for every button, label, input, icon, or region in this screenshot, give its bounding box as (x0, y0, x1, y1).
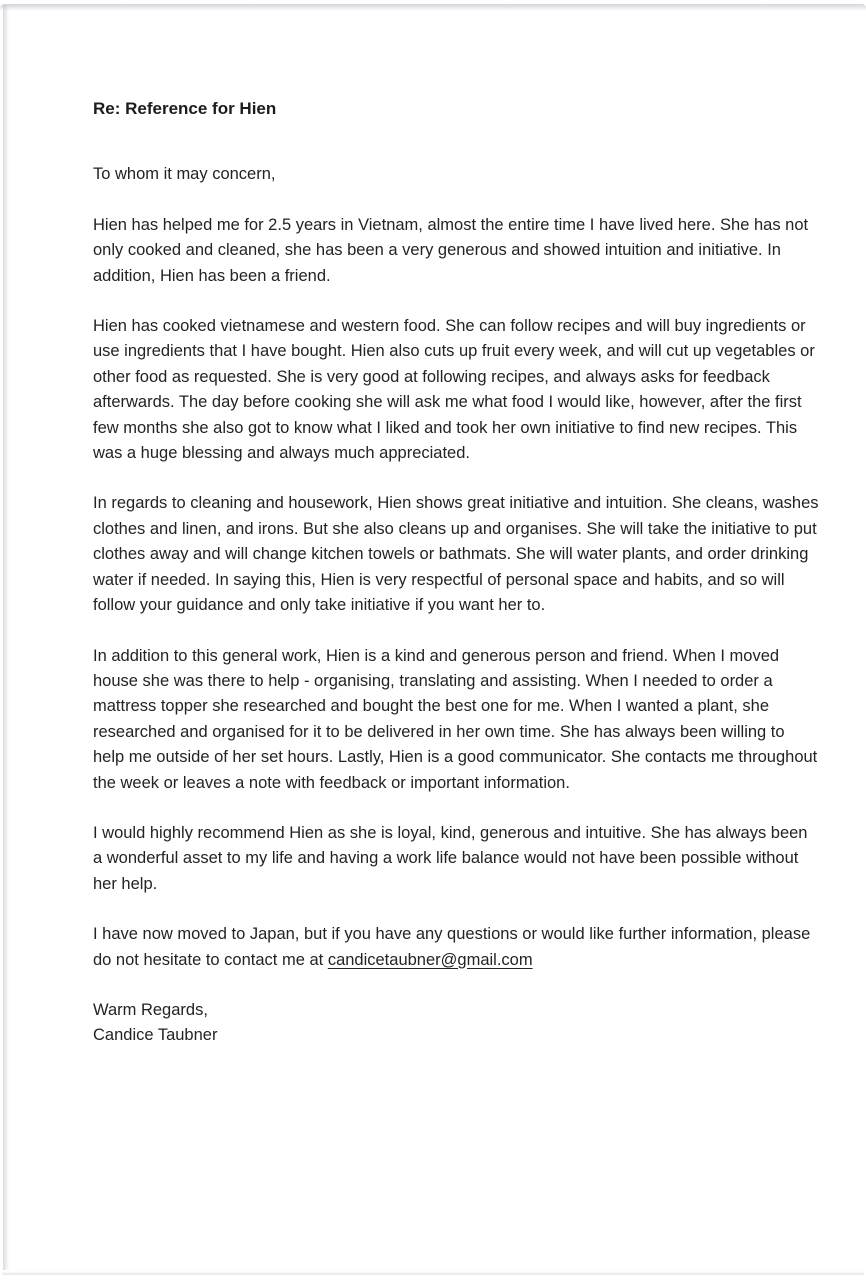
page-top-edge (0, 4, 866, 11)
letter-paragraph: In regards to cleaning and housework, Hien shows great initiative and intuition. She cleans, washes clothes and linen, and irons. But she also cleans up and organises. She will take the initiative to put clothes away and will change kitchen towels or bathmats. She will water plants, and order drinking water if needed. In saying this, Hien is very respectful of personal space and habits, and so will follow your guidance and only take initiative if you want her to. (93, 494, 819, 615)
closing-block (93, 998, 820, 1049)
page-left-edge (3, 5, 9, 1270)
contact-text: I have now moved to Japan, but if you have any questions or would like further information, please do not hesitate to contact me at (93, 925, 811, 969)
letter-paragraph: Hien has cooked vietnamese and western food. She can follow recipes and will buy ingredients or use ingredients that I have bought. Hien also cuts up fruit every week, and will cut up vegetables or other food as requested. She is very good at following recipes, and always asks for feedback afterwards. The day before cooking she will ask me what food I would like, however, after the first few months she also got to know what I liked and took her own initiative to find new recipes. This was a huge blessing and always much appreciated. (93, 317, 815, 463)
letter-signature: Candice Taubner (93, 1026, 218, 1045)
page-bottom-edge (2, 1271, 864, 1275)
contact-paragraph (93, 922, 820, 973)
letter-subject: Re: Reference for Hien (93, 99, 277, 118)
email-link[interactable]: candicetaubner@gmail.com (327, 950, 533, 969)
letter-closing: Warm Regards, (93, 1000, 208, 1019)
letter-salutation: To whom it may concern, (93, 165, 276, 184)
letter-body (93, 213, 820, 897)
reference-letter (93, 96, 820, 1049)
letter-paragraph: In addition to this general work, Hien is a kind and generous person and friend. When I moved house she was there to help - organising, translating and assisting. When I needed to order a mattress topper she researched and bought the best one for me. When I wanted a plant, she researched and organised for it to be delivered in her own time. She has always been willing to help me outside of her set hours. Lastly, Hien is a good communicator. She contacts me throughout the week or leaves a note with feedback or important information. (93, 646, 818, 792)
letter-paragraph: Hien has helped me for 2.5 years in Vietnam, almost the entire time I have lived here. She has not only cooked and cleaned, she has been a very generous and showed intuition and initiative. In addition, Hien has been a friend. (93, 215, 809, 285)
letter-paragraph: I would highly recommend Hien as she is loyal, kind, generous and intuitive. She has always been a wonderful asset to my life and having a work life balance would not have been possible without her help. (93, 823, 808, 893)
